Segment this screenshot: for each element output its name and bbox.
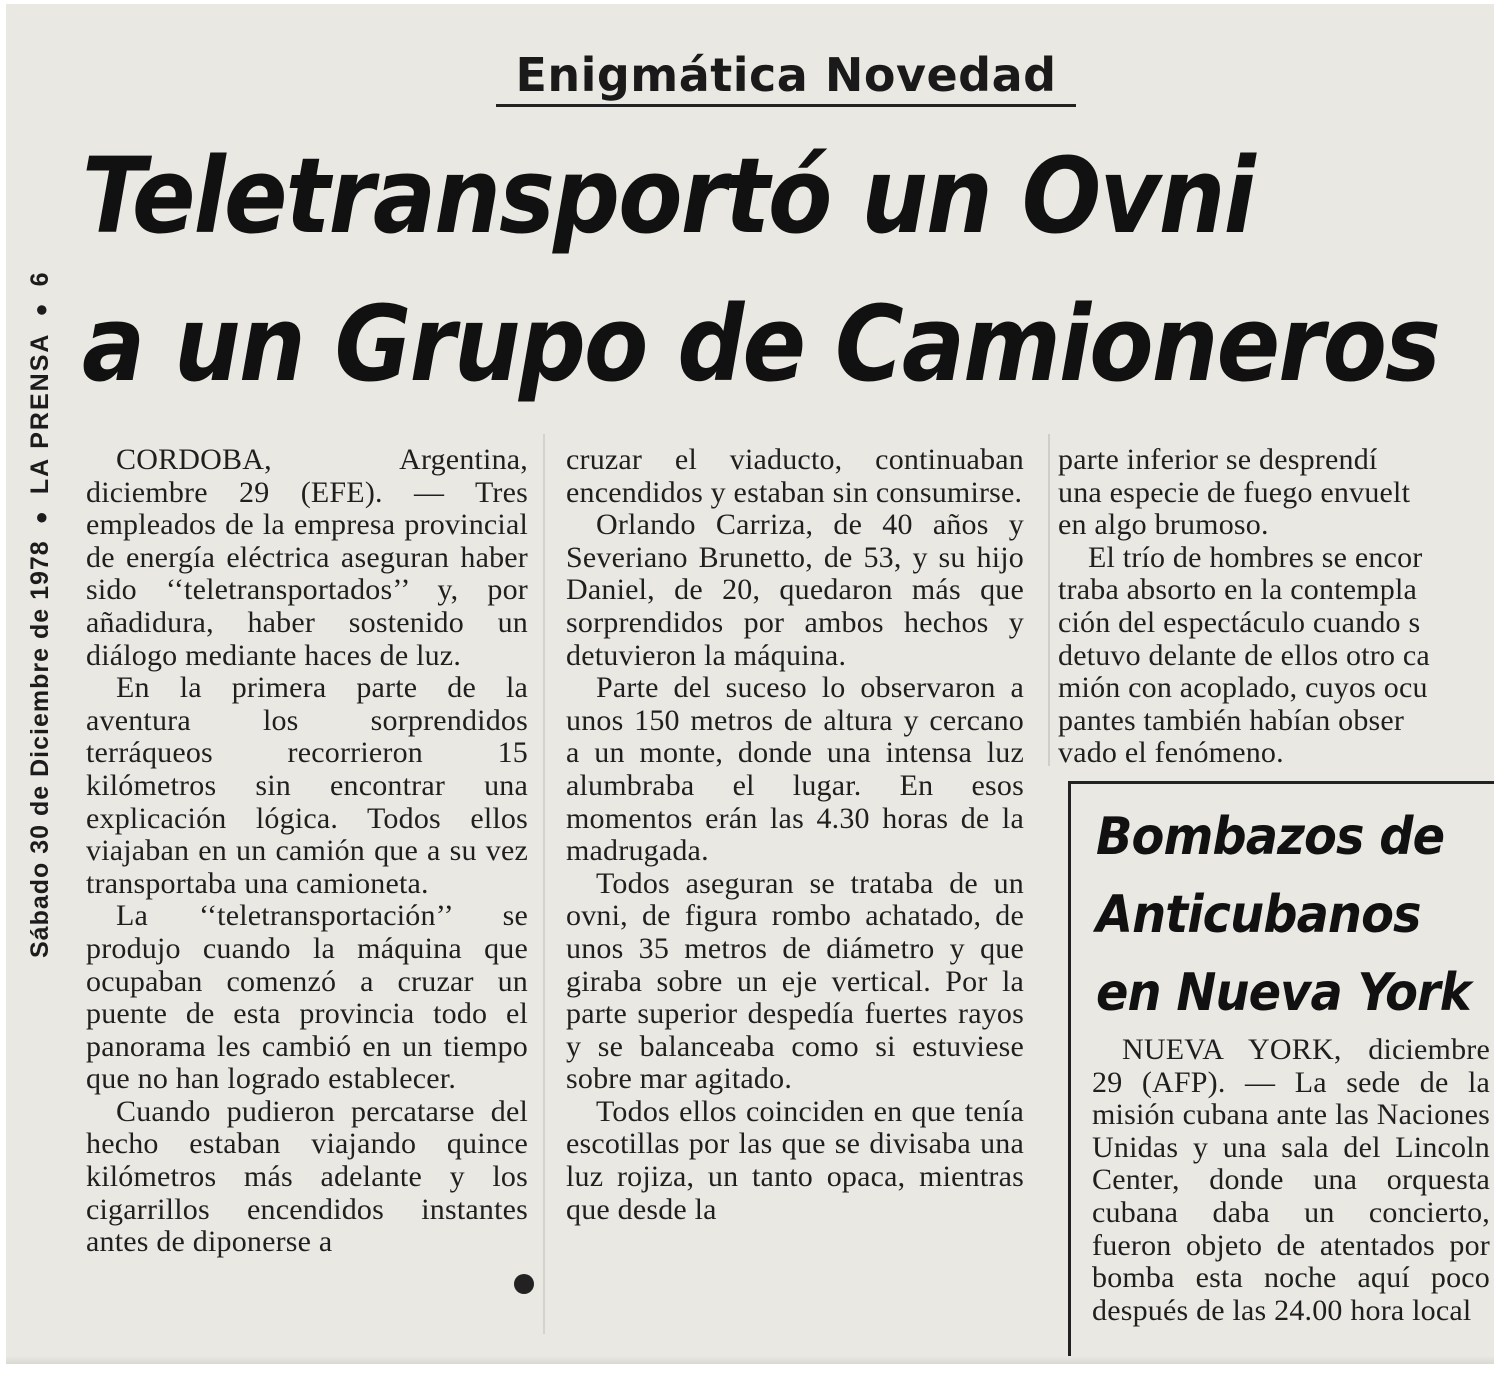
paragraph: NUEVA YORK, diciembre 29 (AFP). — La sede de la misión cubana ante las Naciones Unidas y una sala del Lincoln Center, donde una orquesta cubana daba un concierto, fueron objeto de atentados por bomba esta noche aquí poco después de las 24.00 hora local	[1092, 1033, 1490, 1327]
page-number: 6	[26, 271, 54, 287]
text-line: pantes también habían obser	[1058, 703, 1405, 737]
letter-fragment	[190, 1356, 310, 1364]
letter-fragment	[588, 1356, 628, 1364]
paragraph: La ‘‘teletransportación’’ se produjo cuando la máquina que ocupaban comenzó a cruzar un puente de esta provincia todo el panorama les cambió en un tiempo que no han logrado establecer.	[86, 899, 528, 1096]
headline-line-2: a un Grupo de Camioneros	[82, 283, 1440, 405]
text-line: ción del espectáculo cuando s	[1058, 605, 1421, 639]
letter-fragment	[422, 1356, 562, 1364]
letter-fragment	[336, 1356, 396, 1364]
column-divider	[543, 434, 545, 1334]
paragraph: En la primera parte de la aventura los sorprendidos terráqueos recorrieron 15 kilómetros sin encontrar una explicación lógica. Todos ellos viajaban en un camión que a su vez transportaba una camioneta.	[86, 671, 528, 900]
paragraph: CORDOBA, Argentina, diciembre 29 (EFE). — Tres empleados de la empresa provincial de energía eléctrica aseguran haber sido ‘‘teletransportados’’ y, por añadidura, haber sostenido un diálogo mediante haces de luz.	[86, 443, 528, 672]
text-line: en algo brumoso.	[1058, 508, 1269, 542]
page-margin-header	[26, 58, 62, 958]
paragraph: Todos aseguran se trataba de un ovni, de figura rombo achatado, de unos 35 metros de diámetro y que giraba sobre un eje vertical. Por la parte superior despedía fuertes rayos y se balanceaba como si estuviese sobre mar agitado.	[566, 866, 1024, 1096]
main-headline	[82, 122, 1440, 418]
cut-off-headline	[86, 1356, 986, 1364]
sidebar-headline-line: Bombazos de	[1096, 807, 1445, 867]
publication-name: LA PRENSA	[26, 332, 54, 495]
column-divider	[1048, 434, 1050, 766]
paragraph: Parte del suceso lo observaron a unos 150 metros de altura y cercano a un monte, donde una intensa luz alumbraba el lugar. En esos momentos erán las 4.30 horas de la madrugada.	[566, 671, 1024, 868]
text-line: mión con acoplado, cuyos ocu	[1058, 671, 1428, 705]
paragraph: Cuando pudieron percatarse del hecho estaban viajando quince kilómetros más adelante y los cigarrillos encendidos instantes antes de diponerse a	[86, 1094, 528, 1259]
article-column-3	[1058, 444, 1494, 770]
sidebar-story-body	[1092, 1034, 1490, 1327]
headline-line-1: Teletransportó un Ovni	[82, 135, 1254, 257]
issue-date: Sábado 30 de Diciembre de 1978	[26, 540, 54, 958]
sidebar-story-headline	[1096, 798, 1482, 1032]
text-line: vado el fenómeno.	[1058, 736, 1284, 770]
bullet-icon: ●	[28, 302, 53, 317]
sidebar-headline-line: en Nueva York	[1096, 963, 1471, 1023]
letter-fragment	[86, 1356, 164, 1364]
kicker-heading: Enigmática Novedad	[496, 48, 1076, 107]
paragraph: cruzar el viaducto, continuaban encendidos y estaban sin consumirse.	[566, 443, 1024, 509]
bullet-icon: ●	[28, 510, 53, 525]
text-line: El trío de hombres se encor	[1088, 540, 1423, 574]
text-line: traba absorto en la contempla	[1058, 573, 1417, 607]
text-line: una especie de fuego envuelt	[1058, 475, 1411, 509]
newspaper-page	[6, 4, 1494, 1364]
paragraph: Orlando Carriza, de 40 años y Severiano Brunetto, de 53, y su hijo Daniel, de 20, quedaron más que sorprendidos por ambos hechos y detuvieron la máquina.	[566, 508, 1024, 672]
text-line: detuvo delante de ellos otro ca	[1058, 638, 1430, 672]
ink-smudge	[514, 1274, 534, 1294]
article-column-2	[566, 444, 1024, 1226]
article-column-1	[86, 444, 528, 1259]
sidebar-headline-line: Anticubanos	[1096, 885, 1421, 945]
text-line: parte inferior se desprendí	[1058, 443, 1378, 476]
paragraph: Todos ellos coinciden en que tenía escotillas por las que se divisaba una luz rojiza, un tanto opaca, mientras que desde la	[566, 1094, 1024, 1226]
